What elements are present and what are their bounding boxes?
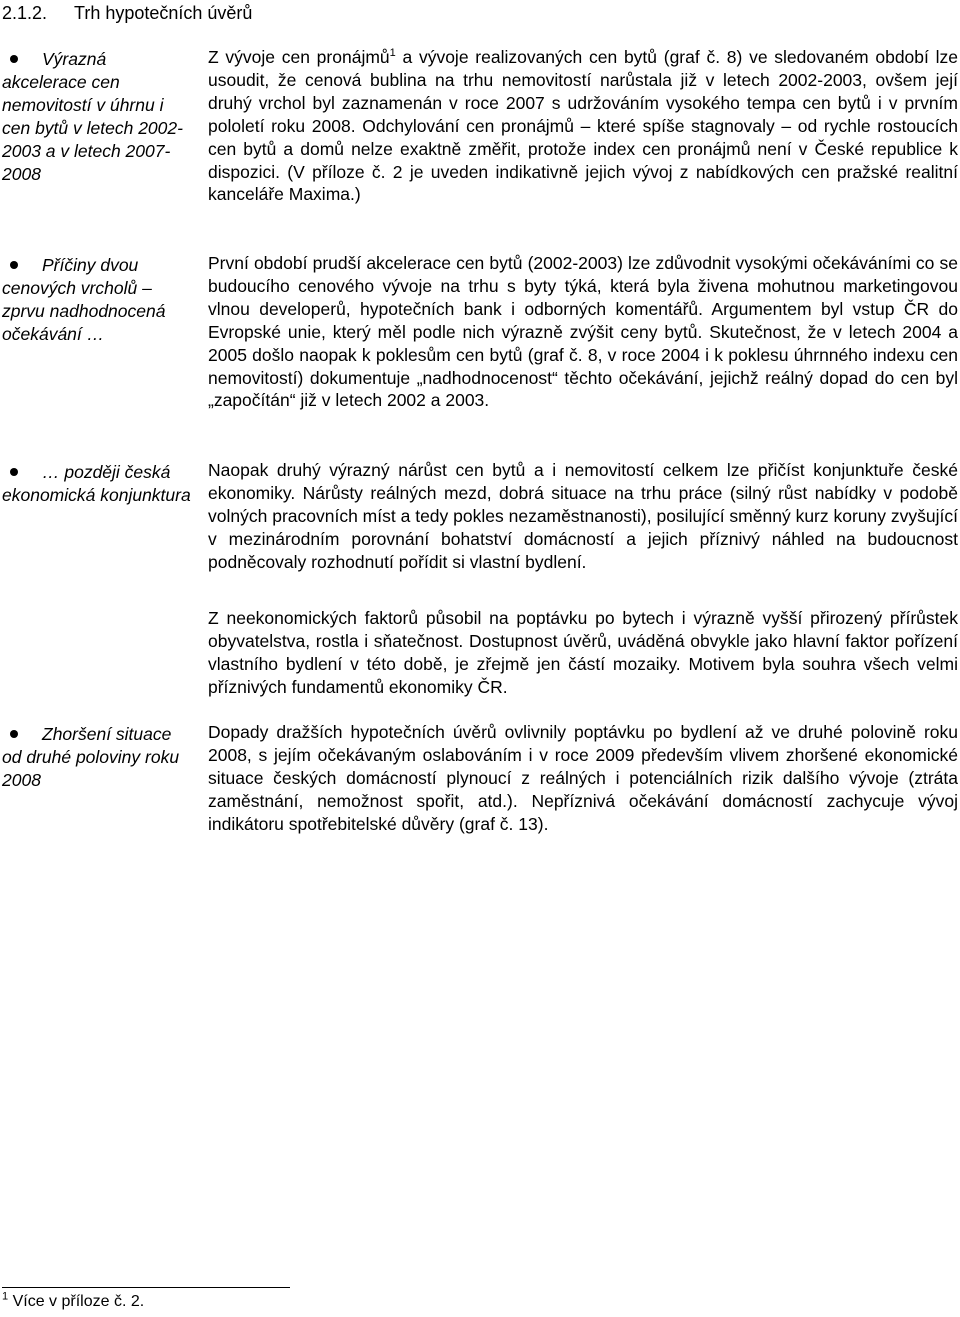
paragraph-first-acceleration: První období prudší akcelerace cen bytů (2002-2003) lze zdůvodnit vysokými očekáváními co se budoucího cenového vývoje na trhu s byty týká, která byla živena mohutnou marketingovou vlnou developerů, hypotečních bank i odborných komentářů. Argumentem byl vstup ČR do Evropské unie, který měl podle nich výrazně zvýšit ceny bytů. Skutečnost, že v letech 2004 a 2005 došlo naopak k poklesům cen bytů (graf č. 8, v roce 2004 i k poklesu úhrnného indexu cen nemovitostí) dokumentuje „nadhodnocenost“ těchto očekávání, jejichž reálný dopad do cen byl „započítán“ již v letech 2002 a 2003.	[208, 253, 958, 411]
footnote-marker: 1	[2, 1290, 9, 1303]
sidebar-note-text: Příčiny dvou cenových vrcholů – zprvu nadhodnocená očekávání …	[2, 255, 166, 344]
paragraph-rent-prices	[208, 46, 958, 206]
paragraph-second-increase: Naopak druhý výrazný nárůst cen bytů a i nemovitostí celkem lze přičíst konjunktuře české ekonomiky. Nárůsty reálných mezd, dobrá situace na trhu práce (silný růst nabídky v podobě volných pracovních míst a tedy pokles nezaměstnanosti), posilující směnný kurz koruny zvyšující v mezinárodním porovnání bohatství domácností a jejich příznivý náhled na budoucnost podněcovaly rozhodnutí pořídit si vlastní bydlení.	[208, 460, 958, 572]
paragraph-impacts: Dopady dražších hypotečních úvěrů ovlivnily poptávku po bydlení až ve druhé polovině roku 2008, s jejím očekávaným oslabováním i v roce 2009 především vlivem zhoršené ekonomické situace českých domácností plynoucí z reálných i potenciálních rizik dalšího vývoje (ztráta zaměstnání, nemožnost spořit, atd.). Nepříznivá očekávání domácností zachycuje vývoj indikátoru spotřebitelské důvěry (graf č. 13).	[208, 722, 958, 834]
footnote-text: Více v příloze č. 2.	[8, 1293, 145, 1310]
sidebar-note-text: Výrazná akcelerace cen nemovitostí v úhrnu i cen bytů v letech 2002-2003 a v letech 2007-2008	[2, 49, 183, 184]
section-number: 2.1.2.	[2, 3, 48, 23]
sidebar-note-acceleration	[2, 48, 194, 186]
bullet-icon	[10, 55, 18, 63]
footnote-reference[interactable]: 1	[389, 47, 396, 60]
footnote	[2, 1292, 144, 1312]
footnote-separator	[2, 1287, 290, 1288]
paragraph-text: Z vývoje cen pronájmů	[208, 47, 390, 67]
bullet-icon	[10, 261, 18, 269]
section-heading	[2, 2, 252, 24]
sidebar-note-text: Zhoršení situace od druhé poloviny roku 2008	[2, 724, 180, 790]
sidebar-note-deterioration	[2, 723, 194, 792]
paragraph-non-economic-factors: Z neekonomických faktorů působil na poptávku po bytech i výrazně vyšší přirozený přírůstek obyvatelstva, rostla i sňatečnost. Dostupnost úvěrů, uváděná obvykle jako hlavní faktor pořízení vlastního bydlení v této době, je zřejmě jen částí mozaiky. Motivem byla souhra všech velmi příznivých fundamentů ekonomiky ČR.	[208, 608, 958, 697]
section-title: Trh hypotečních úvěrů	[74, 3, 253, 23]
sidebar-note-economy	[2, 461, 194, 507]
sidebar-note-causes	[2, 254, 194, 346]
paragraph-text: a vývoje realizovaných cen bytů (graf č. 8) ve sledovaném období lze usoudit, že cenová bublina na trhu nemovitostí narůstala již v letech 2002-2003, ovšem její druhý vrchol byl zaznamenán v roce 2007 s udržováním vysokého tempa cen bytů i v prvním pololetí roku 2008. Odchylování cen pronájmů – které spíše stagnovaly – od rychle rostoucích cen bytů a domů nelze exaktně změřit, protože index cen pronájmů není v České republice k dispozici. (V příloze č. 2 je uveden indikativně jejich vývoj z nabídkových cen pražské realitní kanceláře Maxima.)	[208, 47, 958, 205]
bullet-icon	[10, 730, 18, 738]
sidebar-note-text: … později česká ekonomická konjunktura	[2, 462, 191, 505]
bullet-icon	[10, 468, 18, 476]
